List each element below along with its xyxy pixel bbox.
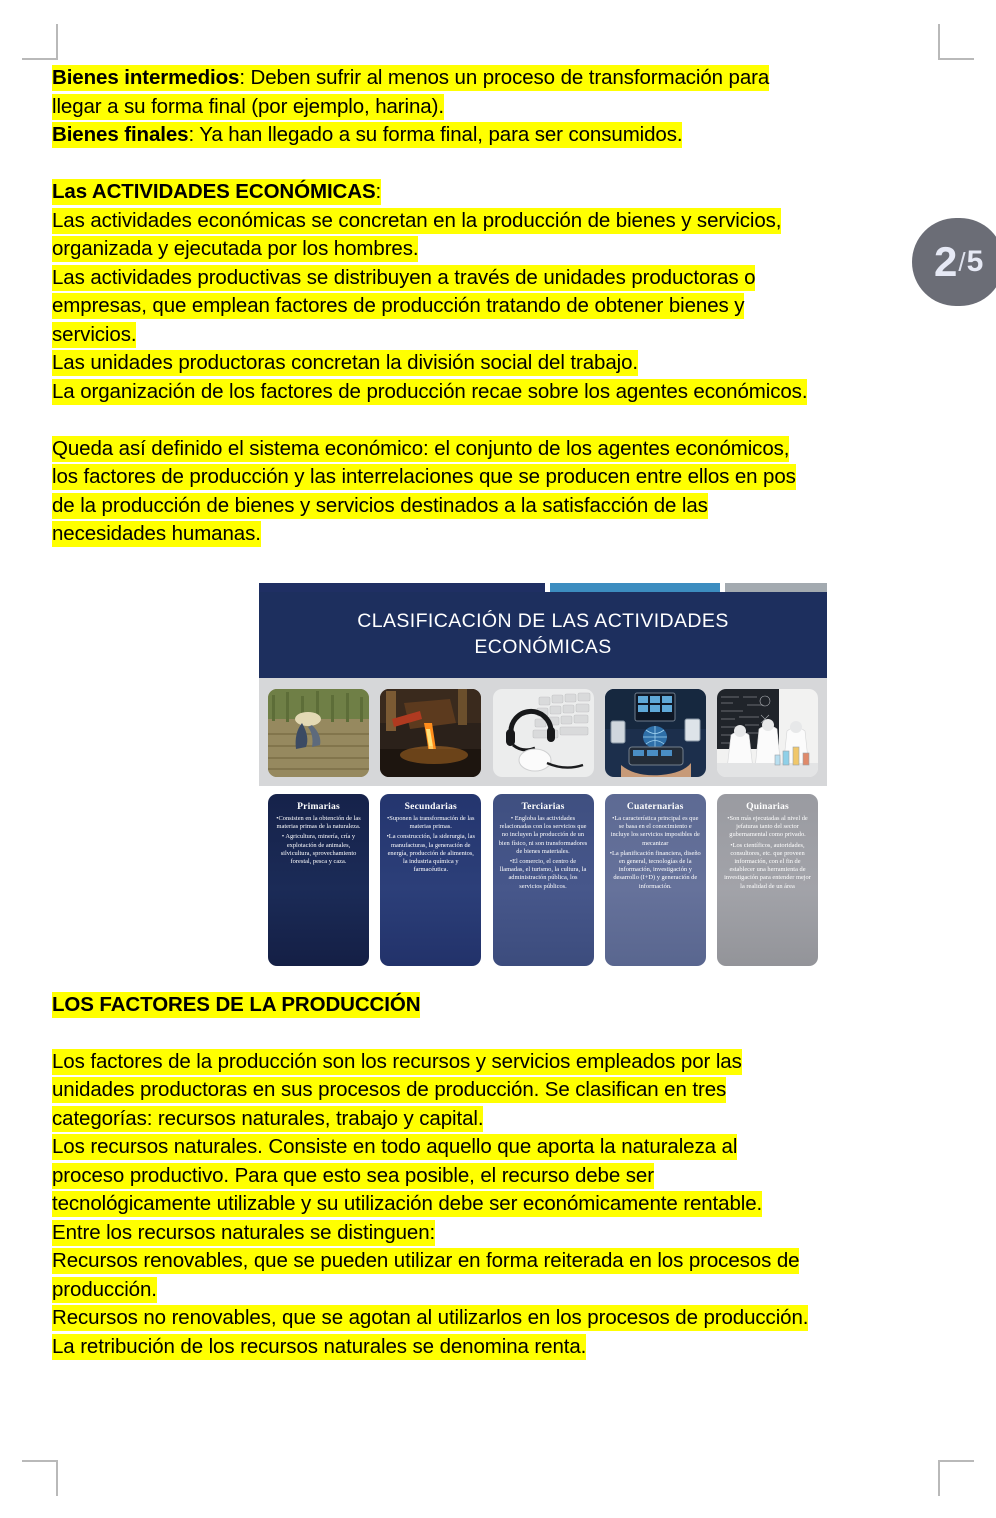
figure-title-line-2: ECONÓMICAS: [474, 636, 612, 658]
highlighted-text: [52, 122, 682, 148]
highlighted-text: [52, 1191, 762, 1217]
text-run: Queda así definido el sistema económico: el conjunto de los agentes económicos,: [52, 436, 790, 460]
text-line: [52, 991, 954, 1020]
headset-keyboard-photo: [493, 689, 594, 777]
text-run: producción.: [52, 1277, 157, 1301]
text-line: [52, 1133, 954, 1162]
bold-run: Bienes intermedios: [52, 66, 240, 89]
highlighted-text: [52, 265, 755, 291]
category-card-title: Primarias: [297, 801, 340, 812]
category-card-terciarias: [493, 794, 594, 966]
text-line: [52, 1304, 954, 1333]
text-line: [52, 1048, 954, 1077]
text-line: [52, 1276, 954, 1305]
text-line: [52, 463, 954, 492]
highlighted-text: [52, 1277, 157, 1303]
figure-title-line-1: CLASIFICACIÓN DE LAS ACTIVIDADES: [357, 610, 729, 632]
bold-run: Bienes finales: [52, 123, 189, 146]
text-line: [52, 1333, 954, 1362]
figure-clasificacion-actividades-economicas: [259, 583, 827, 966]
highlighted-text: [52, 464, 796, 490]
highlighted-text: [52, 322, 136, 348]
category-card-bullet: •Los científicos, autoridades, consultores, etc. que proveen información, con el fin de establecer una herramienta de investigación para entender mejor la realidad de un área: [724, 841, 811, 890]
text-line: [52, 121, 954, 150]
highlighted-text: [52, 1106, 483, 1132]
category-card-bullet: • Agricultura, minería, cría y explotación de animales, silvicultura, sprovechamiento forestal, pesca y caza.: [280, 833, 357, 866]
text-run: Recursos no renovables, que se agotan al utilizarlos en los procesos de producción.: [52, 1306, 809, 1329]
highlighted-text: [52, 208, 781, 234]
laboratory-photo: [717, 689, 818, 777]
text-run: Las actividades productivas se distribuyen a través de unidades productoras o: [52, 265, 756, 289]
text-line: [52, 1247, 954, 1276]
category-card-secundarias: [380, 794, 481, 966]
figure-accent-bars: [259, 583, 827, 592]
text-line: [52, 235, 954, 264]
text-line: [52, 1219, 954, 1248]
text-line: [52, 93, 954, 122]
text-run: unidades productoras en sus procesos de producción. Se clasifican en tres: [52, 1078, 727, 1101]
figure-title: [259, 592, 827, 678]
highlighted-text: [52, 350, 638, 376]
text-line: [52, 207, 954, 236]
highlighted-text: [52, 379, 807, 405]
highlighted-text: [52, 521, 261, 547]
text-run: La retribución de los recursos naturales se denomina renta.: [52, 1334, 587, 1358]
highlighted-text: [52, 1305, 808, 1331]
text-line: [52, 292, 954, 321]
highlighted-text: [52, 1248, 799, 1274]
category-card-bullet: •El comercio, el centro de llamadas, el turismo, la cultura, la administración pública, los servicios públicos.: [499, 858, 587, 890]
text-line: [52, 349, 954, 378]
text-run: La organización de los factores de producción recae sobre los agentes económicos.: [52, 379, 808, 403]
text-run: necesidades humanas.: [52, 522, 261, 545]
text-line: [52, 435, 954, 464]
category-card-title: Secundarias: [404, 801, 457, 812]
paragraph-spacer: [52, 406, 954, 435]
text-run: : Deben sufrir al menos un proceso de transformación para: [239, 66, 770, 89]
highlighted-text: [52, 65, 769, 91]
bold-run: Las ACTIVIDADES ECONÓMICAS: [52, 180, 376, 203]
paragraph-actividades-economicas: [52, 178, 954, 406]
text-line: [52, 1190, 954, 1219]
category-card-cuaternarias: [605, 794, 706, 966]
highlighted-text: [52, 1334, 586, 1360]
text-line: [52, 264, 954, 293]
text-run: Los factores de la producción son los recursos y servicios empleados por las: [52, 1049, 742, 1073]
page-number-current: 2: [934, 238, 958, 285]
highlighted-text: [52, 992, 420, 1018]
text-line: [52, 520, 954, 549]
category-card-bullet: •Suponen la transformación de las materias primas.: [387, 815, 475, 831]
digital-devices-photo: [605, 689, 706, 777]
highlighted-text: [52, 179, 381, 205]
text-run: : Ya han llegado a su forma final, para ser consumidos.: [188, 123, 683, 146]
highlighted-text: [52, 436, 789, 462]
text-line: [52, 321, 954, 350]
highlighted-text: [52, 236, 418, 262]
paragraph-factores-produccion: [52, 1048, 954, 1362]
text-line: [52, 178, 954, 207]
category-card-bullet: •Son más ejecutadas al nivel de jefaturas tanto del sector gubernamental como privado.: [727, 815, 808, 839]
heading-los-factores-de-la-produccion: [52, 991, 954, 1020]
text-run: empresas, que emplean factores de producción tratando de obtener bienes y: [52, 294, 745, 317]
paragraph-spacer: [52, 150, 954, 179]
text-run: organizada y ejecutada por los hombres.: [52, 237, 419, 260]
text-line: [52, 378, 954, 407]
category-card-bullet: •La planificación financiera, diseño en general, tecnologías de la información, investigación y desarrollo (I+D) y generación de información.: [609, 849, 701, 890]
text-line: [52, 1076, 954, 1105]
category-card-bullet: •Consisten en la obtención de las materias primas de la naturaleza.: [276, 815, 361, 831]
highlighted-text: [52, 1163, 654, 1189]
text-line: [52, 1162, 954, 1191]
accent-bar-blue: [550, 583, 720, 592]
highlighted-text: [52, 1220, 435, 1246]
accent-bar-navy: [259, 583, 545, 592]
highlighted-text: [52, 1077, 726, 1103]
category-card-bullet: •La construcción, la siderurgia, las manufacturas, la generación de energía, producción de alimentos, la industria química y farmacéutica.: [386, 833, 475, 874]
text-run: categorías: recursos naturales, trabajo y capital.: [52, 1106, 484, 1130]
highlighted-text: [52, 493, 708, 519]
text-run: Recursos renovables, que se pueden utilizar en forma reiterada en los procesos de: [52, 1249, 800, 1272]
page-number-separator: /: [958, 247, 966, 277]
text-run: de la producción de bienes y servicios destinados a la satisfacción de las: [52, 493, 708, 517]
highlighted-text: [52, 1049, 742, 1075]
page-number-total: 5: [966, 245, 984, 278]
category-card-title: Quinarias: [746, 801, 789, 812]
paragraph-spacer: [52, 1019, 954, 1048]
highlighted-text: [52, 293, 744, 319]
text-run: tecnológicamente utilizable y su utilización debe ser económicamente rentable.: [52, 1192, 763, 1215]
text-line: [52, 64, 954, 93]
category-card-bullet: •La característica principal es que se basa en el conocimiento e incluye los servicios imposibles de mecanizar: [610, 815, 700, 847]
text-run: Las unidades productoras concretan la división social del trabajo.: [52, 351, 638, 374]
figure-photo-strip: [259, 678, 827, 786]
text-run: proceso productivo. Para que esto sea posible, el recurso debe ser: [52, 1163, 654, 1187]
category-card-primarias: [268, 794, 369, 966]
text-run: Entre los recursos naturales se distinguen:: [52, 1220, 436, 1244]
category-card-title: Terciarias: [521, 801, 565, 812]
accent-bar-gray: [725, 583, 827, 592]
text-run: :: [375, 180, 382, 203]
paragraph-sistema-economico: [52, 435, 954, 549]
category-card-quinarias: [717, 794, 818, 966]
highlighted-text: [52, 94, 444, 120]
text-run: Las actividades económicas se concretan en la producción de bienes y servicios,: [52, 208, 782, 232]
bold-run: LOS FACTORES DE LA PRODUCCIÓN: [52, 992, 421, 1016]
text-line: [52, 492, 954, 521]
foundry-photo: [380, 689, 481, 777]
agriculture-photo: [268, 689, 369, 777]
highlighted-text: [52, 1134, 737, 1160]
category-card-title: Cuaternarias: [626, 801, 684, 812]
paragraph-bienes: [52, 64, 954, 150]
text-run: servicios.: [52, 322, 137, 346]
text-run: Los recursos naturales. Consiste en todo aquello que aporta la naturaleza al: [52, 1135, 738, 1158]
category-card-bullet: • Engloba las actividades relacionadas con los servicios que no incluyen la producción de un bien físico, ni son transformadores de bienes materiales.: [498, 815, 588, 855]
text-run: los factores de producción y las interrelaciones que se producen entre ellos en pos: [52, 465, 796, 488]
text-run: llegar a su forma final (por ejemplo, harina).: [52, 94, 444, 118]
text-line: [52, 1105, 954, 1134]
figure-category-cards: [259, 786, 827, 966]
